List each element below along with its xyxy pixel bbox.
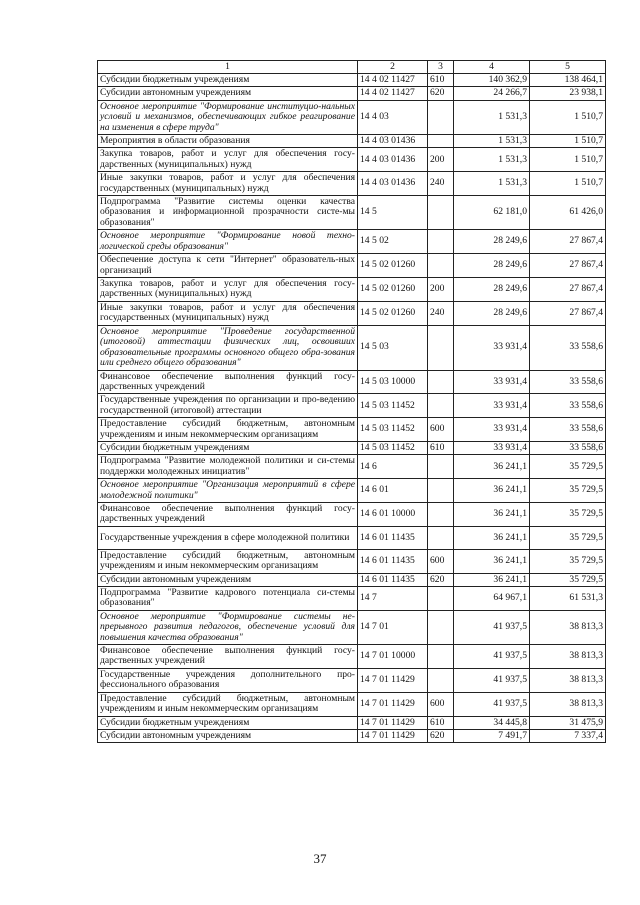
table-header-row [98,61,606,74]
row-amount-year1-cell: 28 249,6 [454,277,530,301]
row-amount-year1-cell: 64 967,1 [454,587,530,611]
row-name-cell: Иные закупки товаров, работ и услуг для обеспечения государственных (муниципальных) нужд [98,172,358,196]
row-amount-year1-cell: 1 531,3 [454,100,530,134]
row-expense-type-cell [428,610,454,644]
row-code-cell: 14 4 03 01436 [358,135,428,148]
row-amount-year2-cell: 35 729,5 [530,573,606,586]
row-code-cell: 14 5 03 11452 [358,418,428,442]
row-amount-year2-cell: 33 558,6 [530,325,606,370]
row-expense-type-cell: 610 [428,441,454,454]
row-name-cell: Субсидии автономным учреждениям [98,87,358,100]
row-amount-year2-cell: 33 558,6 [530,441,606,454]
row-amount-year1-cell: 33 931,4 [454,325,530,370]
row-amount-year1-cell: 36 241,1 [454,526,530,549]
table-row [98,455,606,479]
row-amount-year2-cell: 33 558,6 [530,394,606,418]
row-code-cell: 14 5 02 [358,230,428,254]
row-amount-year1-cell: 7 491,7 [454,729,530,742]
row-name-cell: Субсидии бюджетным учреждениям [98,716,358,729]
row-name-cell: Предоставление субсидий бюджетным, автономным учреждениям и иным некоммерческим организациям [98,692,358,716]
row-expense-type-cell: 240 [428,172,454,196]
table-row [98,100,606,134]
table-row [98,716,606,729]
row-code-cell: 14 7 01 11429 [358,729,428,742]
row-code-cell: 14 7 01 11429 [358,716,428,729]
row-amount-year2-cell: 35 729,5 [530,479,606,503]
row-code-cell: 14 6 01 11435 [358,549,428,573]
row-code-cell: 14 7 01 11429 [358,668,428,692]
row-name-cell: Субсидии бюджетным учреждениям [98,441,358,454]
table-row [98,87,606,100]
row-amount-year2-cell: 35 729,5 [530,455,606,479]
row-expense-type-cell: 600 [428,418,454,442]
row-name-cell: Подпрограмма "Развитие системы оценки качества образования и информационной прозрачности систе-мы образования" [98,196,358,230]
row-name-cell: Закупка товаров, работ и услуг для обеспечения госу-дарственных (муниципальных) нужд [98,148,358,172]
table-row [98,254,606,278]
row-name-cell: Основное мероприятие "Формирование системы не-прерывного развития педагогов, обеспечение условий для повышения качества образования" [98,610,358,644]
row-amount-year2-cell: 1 510,7 [530,135,606,148]
row-amount-year1-cell: 62 181,0 [454,196,530,230]
table-row [98,526,606,549]
row-expense-type-cell [428,100,454,134]
row-expense-type-cell [428,394,454,418]
row-amount-year2-cell: 27 867,4 [530,230,606,254]
row-expense-type-cell: 620 [428,729,454,742]
column-header: 5 [530,61,606,74]
row-expense-type-cell [428,196,454,230]
row-amount-year1-cell: 28 249,6 [454,301,530,325]
row-expense-type-cell [428,503,454,527]
row-amount-year1-cell: 33 931,4 [454,394,530,418]
row-amount-year2-cell: 1 510,7 [530,172,606,196]
row-code-cell: 14 5 02 01260 [358,254,428,278]
row-expense-type-cell [428,526,454,549]
budget-table [97,60,606,743]
row-expense-type-cell [428,479,454,503]
table-row [98,610,606,644]
table-row [98,645,606,669]
row-amount-year2-cell: 7 337,4 [530,729,606,742]
row-code-cell: 14 5 02 01260 [358,301,428,325]
row-amount-year2-cell: 27 867,4 [530,277,606,301]
table-row [98,230,606,254]
table-row [98,172,606,196]
row-amount-year1-cell: 33 931,4 [454,441,530,454]
column-header: 4 [454,61,530,74]
table-row [98,135,606,148]
row-amount-year1-cell: 33 931,4 [454,370,530,394]
row-amount-year1-cell: 28 249,6 [454,254,530,278]
row-amount-year2-cell: 38 813,3 [530,692,606,716]
table-row [98,277,606,301]
row-code-cell: 14 4 02 11427 [358,87,428,100]
row-amount-year2-cell: 35 729,5 [530,549,606,573]
row-amount-year2-cell: 27 867,4 [530,254,606,278]
row-amount-year1-cell: 36 241,1 [454,503,530,527]
row-amount-year1-cell: 41 937,5 [454,668,530,692]
row-amount-year2-cell: 38 813,3 [530,645,606,669]
table-row [98,479,606,503]
row-expense-type-cell: 600 [428,549,454,573]
table-row [98,394,606,418]
row-name-cell: Основное мероприятие "Формирование новой техно-логической среды образования" [98,230,358,254]
row-amount-year1-cell: 41 937,5 [454,610,530,644]
row-name-cell: Основное мероприятие "Организация мероприятий в сфере молодежной политики" [98,479,358,503]
row-code-cell: 14 5 03 [358,325,428,370]
row-amount-year1-cell: 1 531,3 [454,172,530,196]
row-amount-year1-cell: 28 249,6 [454,230,530,254]
row-name-cell: Государственные учреждения в сфере молодежной политики [98,526,358,549]
row-amount-year2-cell: 27 867,4 [530,301,606,325]
row-expense-type-cell [428,135,454,148]
row-amount-year2-cell: 38 813,3 [530,610,606,644]
row-expense-type-cell [428,325,454,370]
table-row [98,692,606,716]
row-name-cell: Закупка товаров, работ и услуг для обеспечения госу-дарственных (муниципальных) нужд [98,277,358,301]
table-row [98,668,606,692]
row-name-cell: Мероприятия в области образования [98,135,358,148]
row-amount-year2-cell: 33 558,6 [530,370,606,394]
row-expense-type-cell [428,254,454,278]
row-code-cell: 14 5 03 10000 [358,370,428,394]
row-amount-year2-cell: 31 475,9 [530,716,606,729]
row-code-cell: 14 6 01 [358,479,428,503]
column-header: 1 [98,61,358,74]
row-amount-year2-cell: 33 558,6 [530,418,606,442]
row-code-cell: 14 7 01 10000 [358,645,428,669]
table-row [98,729,606,742]
table-row [98,549,606,573]
row-amount-year1-cell: 41 937,5 [454,645,530,669]
row-code-cell: 14 7 [358,587,428,611]
row-amount-year1-cell: 36 241,1 [454,573,530,586]
table-row [98,74,606,87]
table-row [98,418,606,442]
row-amount-year1-cell: 24 266,7 [454,87,530,100]
row-name-cell: Предоставление субсидий бюджетным, автономным учреждениям и иным некоммерческим организациям [98,418,358,442]
row-expense-type-cell [428,645,454,669]
column-header: 3 [428,61,454,74]
table-row [98,325,606,370]
table-row [98,370,606,394]
row-code-cell: 14 6 01 10000 [358,503,428,527]
row-amount-year1-cell: 34 445,8 [454,716,530,729]
row-name-cell: Основное мероприятие "Проведение государственной (итоговой) аттестации физических лиц, освоивших образовательные программы основного общего обра-зования или среднего общего образования" [98,325,358,370]
row-name-cell: Финансовое обеспечение выполнения функций госу-дарственных учреждений [98,645,358,669]
row-name-cell: Основное мероприятие "Формирование институцио-нальных условий и механизмов, обеспечивающих гибкое реагирование на изменения в сфере труда" [98,100,358,134]
row-amount-year1-cell: 1 531,3 [454,148,530,172]
row-name-cell: Государственные учреждения дополнительного про-фессионального образования [98,668,358,692]
row-name-cell: Субсидии автономным учреждениям [98,729,358,742]
row-name-cell: Финансовое обеспечение выполнения функций госу-дарственных учреждений [98,370,358,394]
row-name-cell: Иные закупки товаров, работ и услуг для обеспечения государственных (муниципальных) нужд [98,301,358,325]
row-expense-type-cell: 620 [428,87,454,100]
row-code-cell: 14 7 01 [358,610,428,644]
table-row [98,441,606,454]
row-name-cell: Подпрограмма "Развитие кадрового потенциала си-стемы образования" [98,587,358,611]
row-code-cell: 14 4 03 01436 [358,148,428,172]
page-number: 37 [313,851,327,866]
row-amount-year2-cell: 1 510,7 [530,100,606,134]
row-expense-type-cell [428,668,454,692]
row-code-cell: 14 7 01 11429 [358,692,428,716]
table-row [98,196,606,230]
row-amount-year1-cell: 1 531,3 [454,135,530,148]
table-row [98,148,606,172]
table-row [98,301,606,325]
row-amount-year2-cell: 138 464,1 [530,74,606,87]
table-row [98,573,606,586]
row-code-cell: 14 4 03 01436 [358,172,428,196]
row-code-cell: 14 5 [358,196,428,230]
row-expense-type-cell: 610 [428,716,454,729]
row-expense-type-cell [428,455,454,479]
row-amount-year1-cell: 36 241,1 [454,549,530,573]
row-expense-type-cell [428,587,454,611]
row-code-cell: 14 5 02 01260 [358,277,428,301]
row-amount-year1-cell: 140 362,9 [454,74,530,87]
table-row [98,503,606,527]
row-amount-year2-cell: 61 426,0 [530,196,606,230]
row-name-cell: Субсидии бюджетным учреждениям [98,74,358,87]
row-name-cell: Государственные учреждения по организации и про-ведению государственной (итоговой) аттестации [98,394,358,418]
row-amount-year2-cell: 35 729,5 [530,503,606,527]
row-code-cell: 14 6 01 11435 [358,573,428,586]
row-code-cell: 14 6 01 11435 [358,526,428,549]
row-code-cell: 14 6 [358,455,428,479]
row-amount-year1-cell: 36 241,1 [454,479,530,503]
row-amount-year1-cell: 36 241,1 [454,455,530,479]
row-amount-year2-cell: 35 729,5 [530,526,606,549]
row-amount-year2-cell: 1 510,7 [530,148,606,172]
row-name-cell: Субсидии автономным учреждениям [98,573,358,586]
row-expense-type-cell: 620 [428,573,454,586]
row-name-cell: Обеспечение доступа к сети "Интернет" образователь-ных организаций [98,254,358,278]
row-expense-type-cell: 600 [428,692,454,716]
row-expense-type-cell [428,370,454,394]
column-header: 2 [358,61,428,74]
row-amount-year1-cell: 41 937,5 [454,692,530,716]
row-name-cell: Финансовое обеспечение выполнения функций госу-дарственных учреждений [98,503,358,527]
row-code-cell: 14 4 02 11427 [358,74,428,87]
row-expense-type-cell: 200 [428,277,454,301]
row-amount-year2-cell: 23 938,1 [530,87,606,100]
row-name-cell: Предоставление субсидий бюджетным, автономным учреждениям и иным некоммерческим организациям [98,549,358,573]
row-expense-type-cell: 610 [428,74,454,87]
row-expense-type-cell: 200 [428,148,454,172]
row-amount-year2-cell: 38 813,3 [530,668,606,692]
row-expense-type-cell: 240 [428,301,454,325]
row-expense-type-cell [428,230,454,254]
row-code-cell: 14 5 03 11452 [358,394,428,418]
row-name-cell: Подпрограмма "Развитие молодежной политики и си-стемы поддержки молодежных инициатив" [98,455,358,479]
row-code-cell: 14 5 03 11452 [358,441,428,454]
row-amount-year1-cell: 33 931,4 [454,418,530,442]
row-amount-year2-cell: 61 531,3 [530,587,606,611]
table-row [98,587,606,611]
row-code-cell: 14 4 03 [358,100,428,134]
